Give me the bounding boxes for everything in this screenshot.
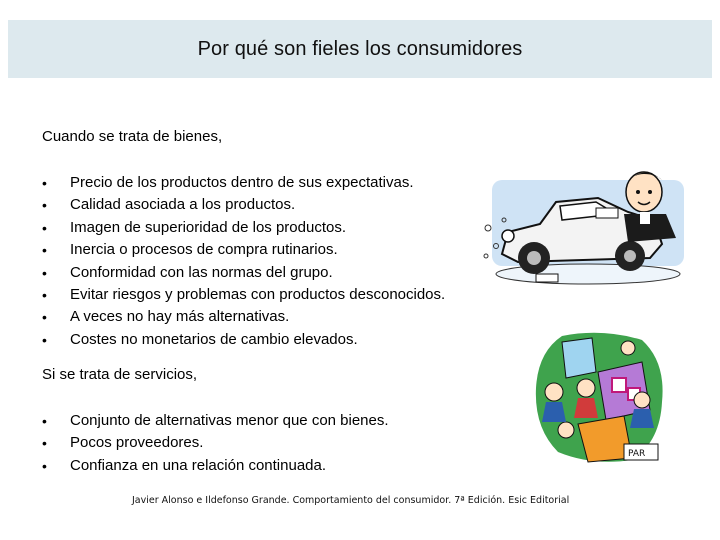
list-item [42,284,445,306]
team-sign-text: PAR [628,449,646,459]
list-item [42,172,445,194]
bullet-icon: • [42,264,47,281]
list-item [42,432,389,454]
list-item-text: Conjunto de alternativas menor que con bienes. [70,412,389,429]
list-item-text: Pocos proveedores. [70,434,204,452]
bullet-icon: • [42,457,47,474]
services-bullet-list [42,410,389,477]
bullet-icon: • [42,413,47,429]
list-item [42,329,445,351]
car-wash-clipart [478,162,690,290]
page-title: Por qué son fieles los consumidores [197,37,523,60]
team-collage-illustration [532,332,666,464]
services-intro: Si se trata de servicios, [42,366,198,383]
bullet-icon: • [42,435,47,452]
bullet-icon: • [42,175,47,191]
list-item [42,194,445,216]
goods-intro: Cuando se trata de bienes, [42,128,223,145]
goods-bullet-list [42,172,445,351]
list-item-text: Costes no monetarios de cambio elevados. [70,330,358,348]
bullet-icon: • [42,219,47,236]
bullet-icon: • [42,242,47,259]
list-item-text: Precio de los productos dentro de sus expectativas. [70,174,414,191]
list-item [42,306,445,328]
list-item-text: A veces no hay más alternativas. [70,308,290,326]
list-item-text: Evitar riesgos y problemas con productos desconocidos. [70,285,446,303]
bullet-icon: • [42,286,47,303]
list-item-text: Conformidad con las normas del grupo. [70,263,333,281]
list-item-text: Imagen de superioridad de los productos. [70,218,347,236]
list-item [42,239,445,261]
list-item-text: Inercia o procesos de compra rutinarios. [70,241,338,259]
bullet-icon: • [42,331,47,348]
title-band [8,20,712,78]
list-item [42,262,445,284]
bullet-icon: • [42,197,47,214]
list-item [42,455,389,477]
list-item [42,410,389,432]
list-item [42,217,445,239]
bullet-icon: • [42,309,47,326]
list-item-text: Confianza en una relación continuada. [70,456,327,474]
car-wash-illustration [478,162,690,290]
source-credit: Javier Alonso e Ildefonso Grande. Comportamiento del consumidor. 7ª Edición. Esic Editorial [132,495,570,506]
list-item-text: Calidad asociada a los productos. [70,196,296,214]
team-collage-clipart [532,332,666,464]
